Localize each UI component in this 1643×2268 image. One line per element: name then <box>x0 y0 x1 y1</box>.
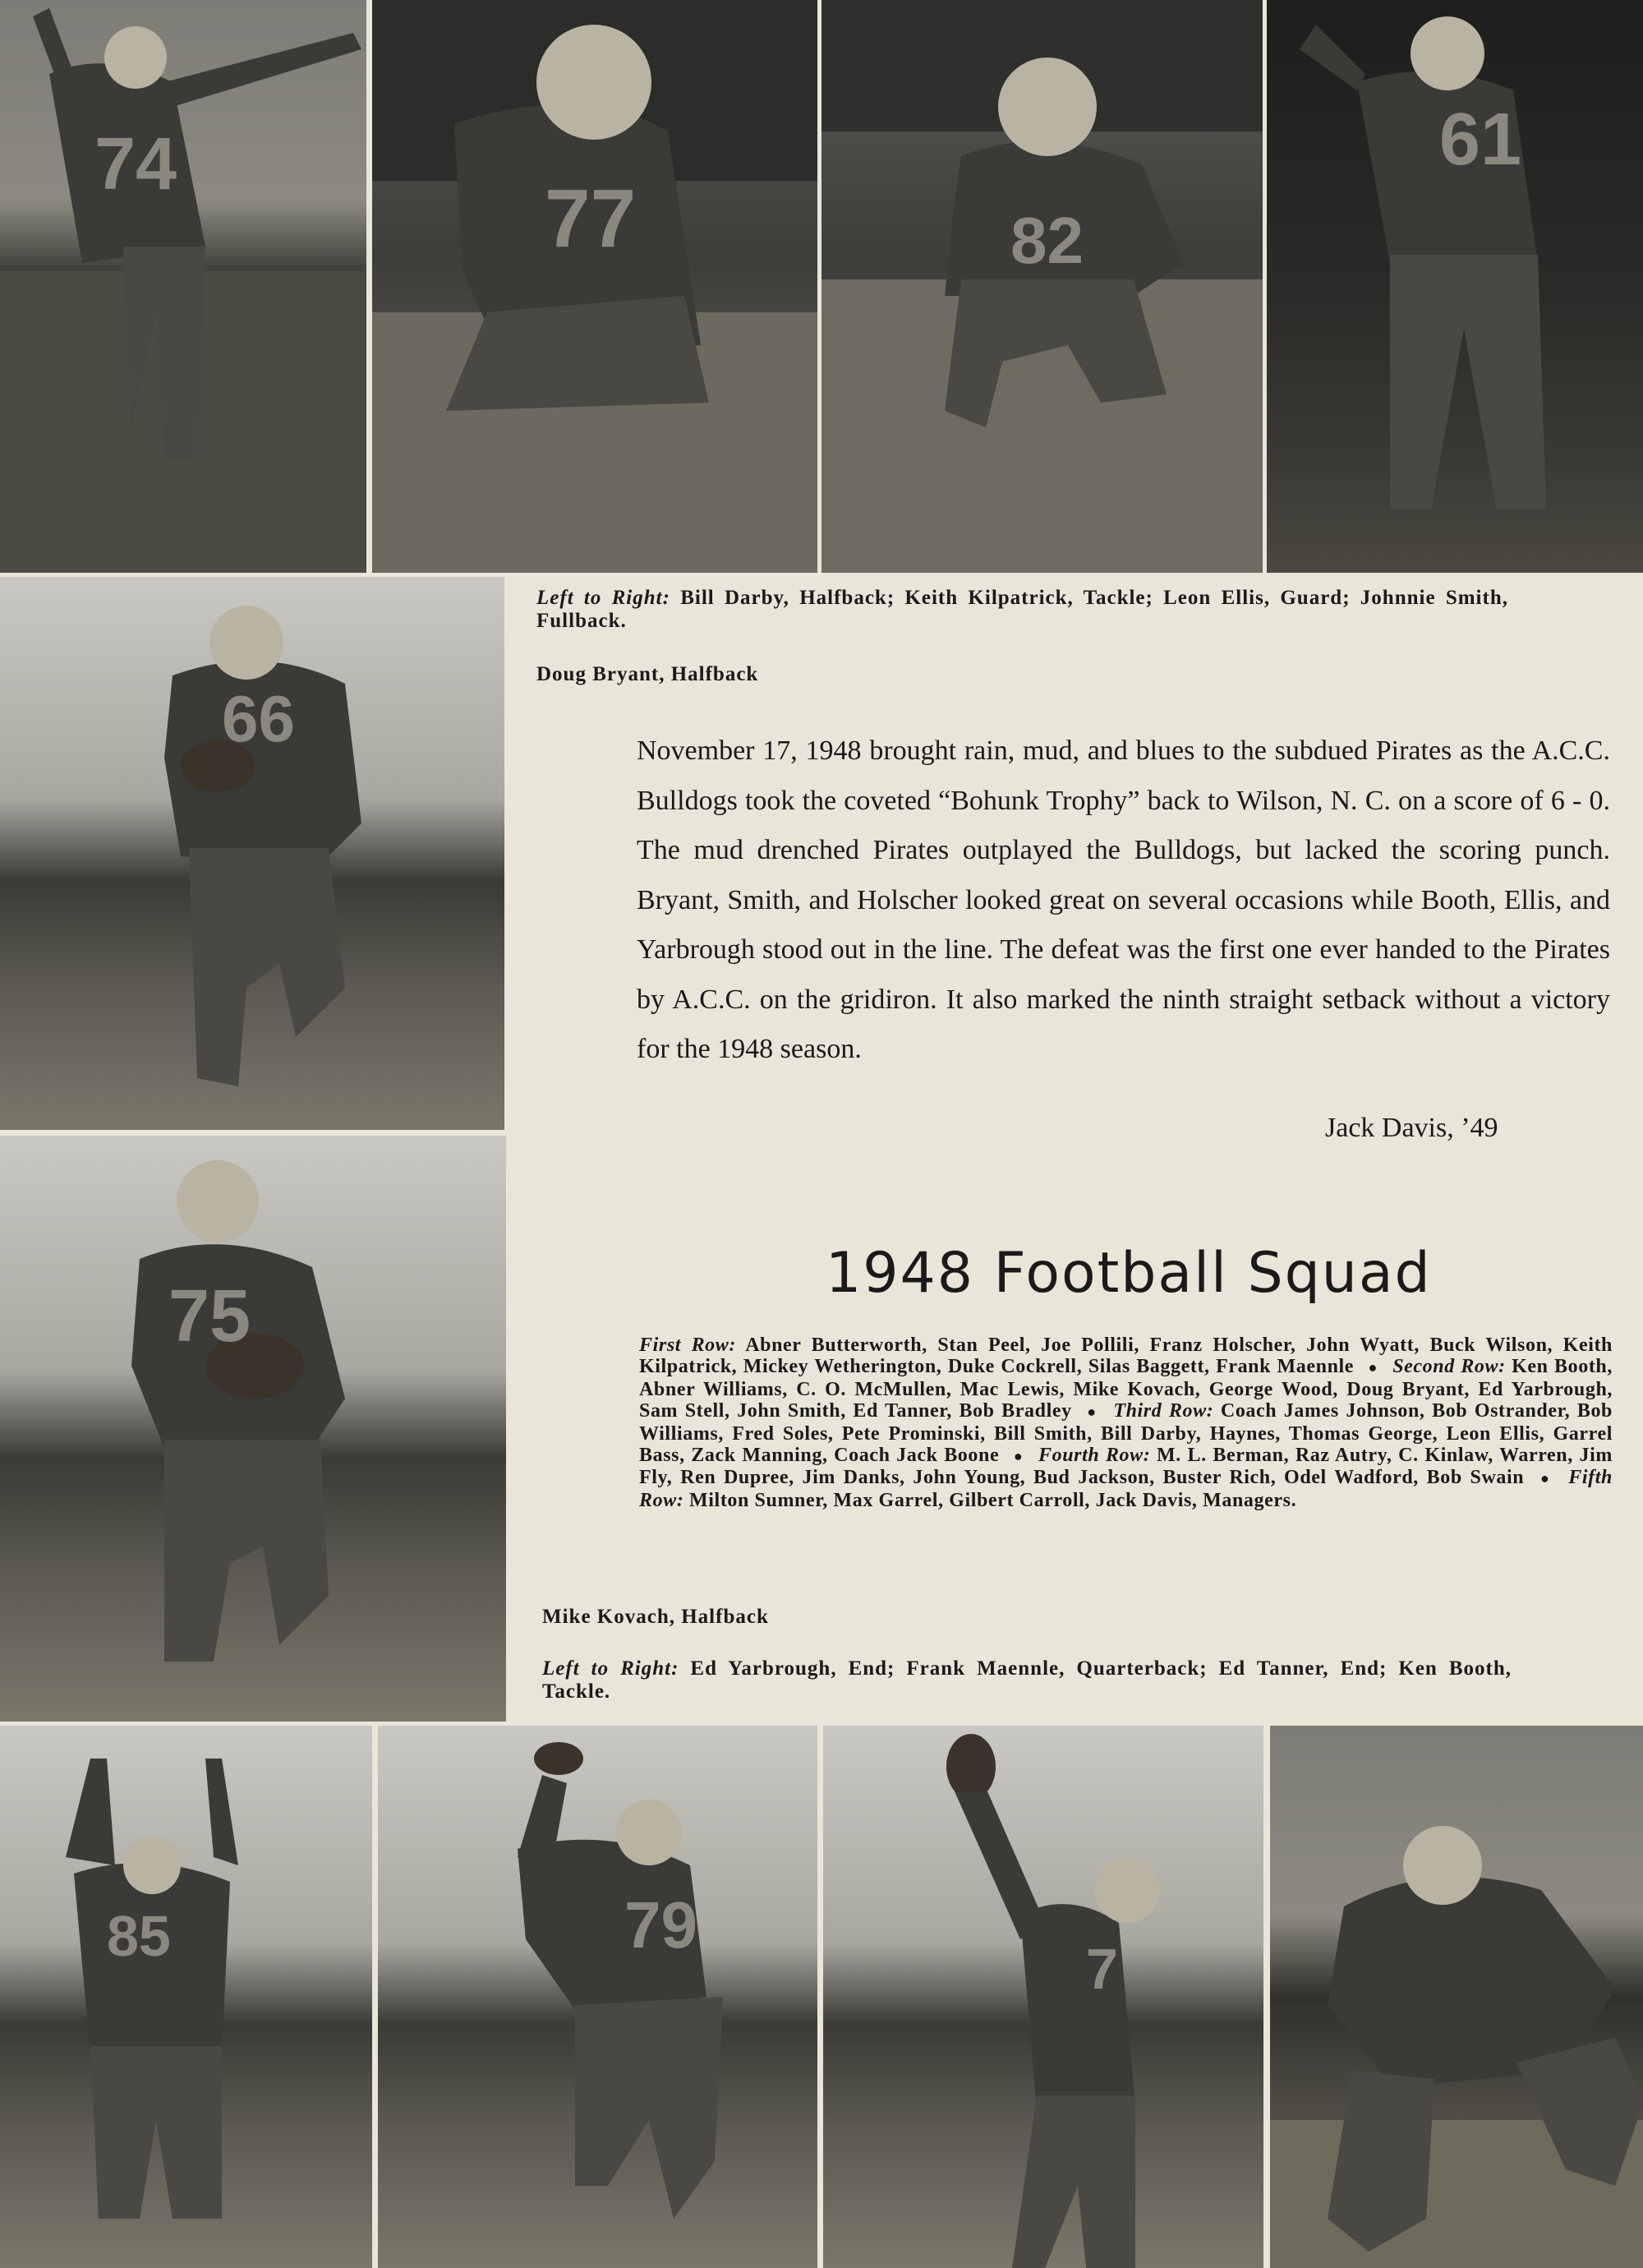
row-label: First Row: <box>639 1335 736 1356</box>
jersey-number: 7 <box>1086 1937 1118 2001</box>
photo-keith-kilpatrick <box>372 0 817 573</box>
row-names: Coach James Johnson, Bob Ostrander, Bob Williams, Fred Soles, Pete Prominski, Bill Smith, Bill Darby, Haynes, Thomas George, Leon Ellis, Garrel Bass, Zack Manning, Coach Jack Boone <box>639 1400 1613 1467</box>
row-label: Third Row: <box>1113 1400 1214 1422</box>
photo-doug-bryant <box>0 577 504 1130</box>
doug-bryant-caption: Doug Bryant, Halfback <box>536 663 759 685</box>
row-names: Abner Butterworth, Stan Peel, Joe Pollili, Franz Holscher, John Wyatt, Buck Wilson, Keith Kilpatrick, Mickey Wetherington, Duke Cockrell, Silas Baggett, Frank Maennle <box>639 1335 1613 1378</box>
top-row-caption <box>536 587 1508 633</box>
jersey-number: 77 <box>545 173 637 265</box>
row-label: Fifth Row: <box>639 1467 1613 1511</box>
jersey-number: 82 <box>1010 204 1084 277</box>
row-names: M. L. Berman, Raz Autry, C. Kinlaw, Warren, Jim Fly, Ren Dupree, Jim Danks, John Young, Bud Jackson, Buster Rich, Odel Wadford, Bob Swain <box>639 1445 1613 1489</box>
jersey-number: 66 <box>222 682 295 755</box>
row-names: Ken Booth, Abner Williams, C. O. McMullen, Mac Lewis, Mike Kovach, George Wood, Doug Bryant, Ed Yarbrough, Sam Stell, John Smith, Ed Tanner, Bob Bradley <box>639 1356 1613 1422</box>
photo-leon-ellis <box>822 0 1263 573</box>
jersey-number: 79 <box>624 1888 697 1961</box>
jersey-number: 74 <box>94 123 177 205</box>
row-separator: ● <box>1013 1448 1024 1465</box>
caption-prefix: Left to Right: <box>542 1657 679 1680</box>
squad-roster <box>639 1335 1613 1511</box>
mike-kovach-caption: Mike Kovach, Halfback <box>542 1606 769 1628</box>
caption-names: Bill Darby, Halfback; Keith Kilpatrick, Tackle; Leon Ellis, Guard; Johnnie Smith, Fullback. <box>536 587 1508 632</box>
jersey-number: 75 <box>168 1275 251 1358</box>
caption-prefix: Left to Right: <box>536 587 670 609</box>
caption-names: Ed Yarbrough, End; Frank Maennle, Quarterback; Ed Tanner, End; Ken Booth, Tackle. <box>542 1657 1512 1703</box>
squad-title: 1948 Football Squad <box>826 1241 1432 1306</box>
jersey-number: 61 <box>1439 99 1522 181</box>
jersey-number: 85 <box>107 1904 171 1968</box>
row-label: Fourth Row: <box>1038 1445 1151 1467</box>
article-body: November 17, 1948 brought rain, mud, and blues to the subdued Pirates as the A.C.C. Bulldogs took the coveted “Bohunk Trophy” back to Wilson, N. C. on a score of 6 - 0. The mud drenched Pirates outplayed the Bulldogs, but lacked the scoring punch. Bryant, Smith, and Holscher looked great on several occasions while Booth, Ellis, and Yarbrough stood out in the line. The defeat was the first one ever handed to the Pirates by A.C.C. on the gridiron. It also marked the ninth straight setback without a victory for the 1948 season. <box>637 735 1610 1064</box>
bottom-row-caption <box>542 1657 1512 1703</box>
row-separator: ● <box>1087 1404 1098 1421</box>
row-separator: ● <box>1539 1470 1553 1487</box>
photo-frank-maennle <box>378 1726 817 2268</box>
photo-johnnie-smith <box>1267 0 1643 573</box>
photo-ed-tanner <box>823 1726 1263 2268</box>
photo-mike-kovach <box>0 1136 506 1722</box>
row-separator: ● <box>1368 1359 1378 1376</box>
row-label: Second Row: <box>1392 1356 1506 1378</box>
photo-bill-darby <box>0 0 366 573</box>
photo-ed-yarbrough <box>0 1726 372 2268</box>
article-byline: Jack Davis, ’49 <box>1325 1113 1498 1143</box>
photo-ken-booth <box>1270 1726 1643 2268</box>
row-names: Milton Sumner, Max Garrel, Gilbert Carroll, Jack Davis, Managers. <box>689 1489 1297 1511</box>
